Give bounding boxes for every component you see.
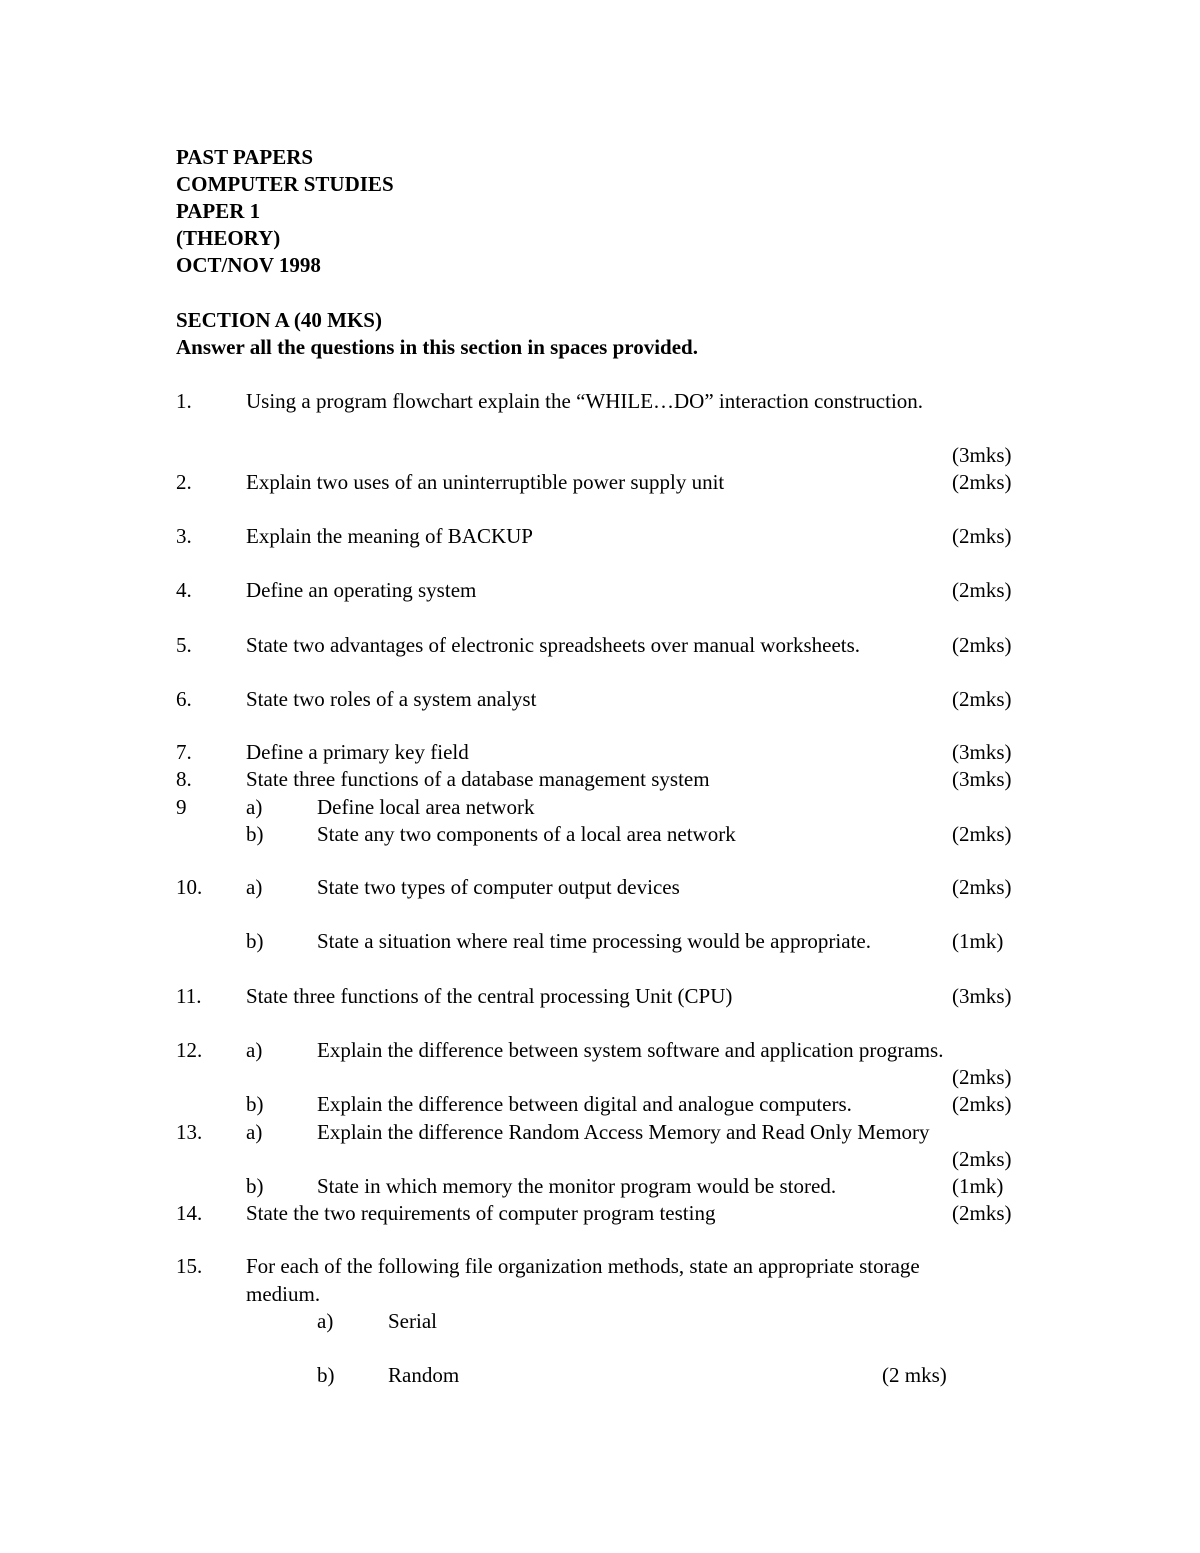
question-marks: (2 mks) [882, 1363, 947, 1387]
question-number: 1. [176, 389, 192, 413]
question-number: 3. [176, 524, 192, 548]
question-number: 11. [176, 984, 202, 1008]
subquestion-text: Random [388, 1363, 460, 1387]
subquestion-label: b) [246, 1092, 264, 1116]
subquestion-text: State two types of computer output devices [317, 875, 680, 899]
question-number: 12. [176, 1038, 203, 1062]
question-text: State the two requirements of computer program testing [246, 1201, 716, 1225]
question-marks: (2mks) [952, 1065, 1012, 1089]
question-marks: (2mks) [952, 1147, 1012, 1171]
question-number: 14. [176, 1201, 203, 1225]
question-text: State two roles of a system analyst [246, 687, 537, 711]
section-title: SECTION A (40 MKS) [176, 308, 382, 332]
subquestion-label: a) [317, 1309, 334, 1333]
question-marks: (2mks) [952, 875, 1012, 899]
subquestion-text: State a situation where real time processing would be appropriate. [317, 929, 871, 953]
question-text: Using a program flowchart explain the “WHILE…DO” interaction construction. [246, 389, 924, 413]
question-marks: (2mks) [952, 578, 1012, 602]
subquestion-text: State any two components of a local area network [317, 822, 736, 846]
question-number: 5. [176, 633, 192, 657]
question-number: 10. [176, 875, 203, 899]
header-line-2: COMPUTER STUDIES [176, 172, 394, 196]
question-text-continued: medium. [246, 1282, 321, 1306]
subquestion-label: a) [246, 1038, 263, 1062]
question-marks: (3mks) [952, 767, 1012, 791]
question-marks: (2mks) [952, 524, 1012, 548]
question-number: 8. [176, 767, 192, 791]
question-text: State two advantages of electronic spreadsheets over manual worksheets. [246, 633, 861, 657]
subquestion-label: b) [317, 1363, 335, 1387]
question-text: For each of the following file organization methods, state an appropriate storage [246, 1254, 920, 1278]
subquestion-text: Explain the difference between system software and application programs. [317, 1038, 944, 1062]
question-marks: (2mks) [952, 633, 1012, 657]
subquestion-label: b) [246, 1174, 264, 1198]
question-marks: (2mks) [952, 1201, 1012, 1225]
subquestion-label: a) [246, 875, 263, 899]
subquestion-label: b) [246, 929, 264, 953]
question-text: State three functions of a database management system [246, 767, 710, 791]
subquestion-text: State in which memory the monitor program would be stored. [317, 1174, 837, 1198]
question-marks: (3mks) [952, 984, 1012, 1008]
question-text: Define an operating system [246, 578, 477, 602]
question-text: Define a primary key field [246, 740, 469, 764]
question-number: 4. [176, 578, 192, 602]
subquestion-text: Serial [388, 1309, 437, 1333]
subquestion-text: Define local area network [317, 795, 535, 819]
header-line-1: PAST PAPERS [176, 145, 314, 169]
section-instruction: Answer all the questions in this section in spaces provided. [176, 335, 698, 359]
question-marks: (3mks) [952, 443, 1012, 467]
question-marks: (3mks) [952, 740, 1012, 764]
question-marks: (1mk) [952, 1174, 1004, 1198]
question-text: Explain the meaning of BACKUP [246, 524, 533, 548]
question-number: 13. [176, 1120, 203, 1144]
header-line-4: (THEORY) [176, 226, 281, 250]
question-text: Explain two uses of an uninterruptible power supply unit [246, 470, 725, 494]
question-number: 7. [176, 740, 192, 764]
question-marks: (2mks) [952, 822, 1012, 846]
question-number: 9 [176, 795, 187, 819]
subquestion-text: Explain the difference Random Access Memory and Read Only Memory [317, 1120, 930, 1144]
question-number: 2. [176, 470, 192, 494]
subquestion-label: b) [246, 822, 264, 846]
question-number: 6. [176, 687, 192, 711]
question-marks: (2mks) [952, 1092, 1012, 1116]
header-line-5: OCT/NOV 1998 [176, 253, 321, 277]
question-number: 15. [176, 1254, 203, 1278]
subquestion-label: a) [246, 795, 263, 819]
question-marks: (2mks) [952, 470, 1012, 494]
subquestion-text: Explain the difference between digital and analogue computers. [317, 1092, 852, 1116]
question-text: State three functions of the central processing Unit (CPU) [246, 984, 733, 1008]
header-line-3: PAPER 1 [176, 199, 261, 223]
question-marks: (1mk) [952, 929, 1004, 953]
subquestion-label: a) [246, 1120, 263, 1144]
question-marks: (2mks) [952, 687, 1012, 711]
